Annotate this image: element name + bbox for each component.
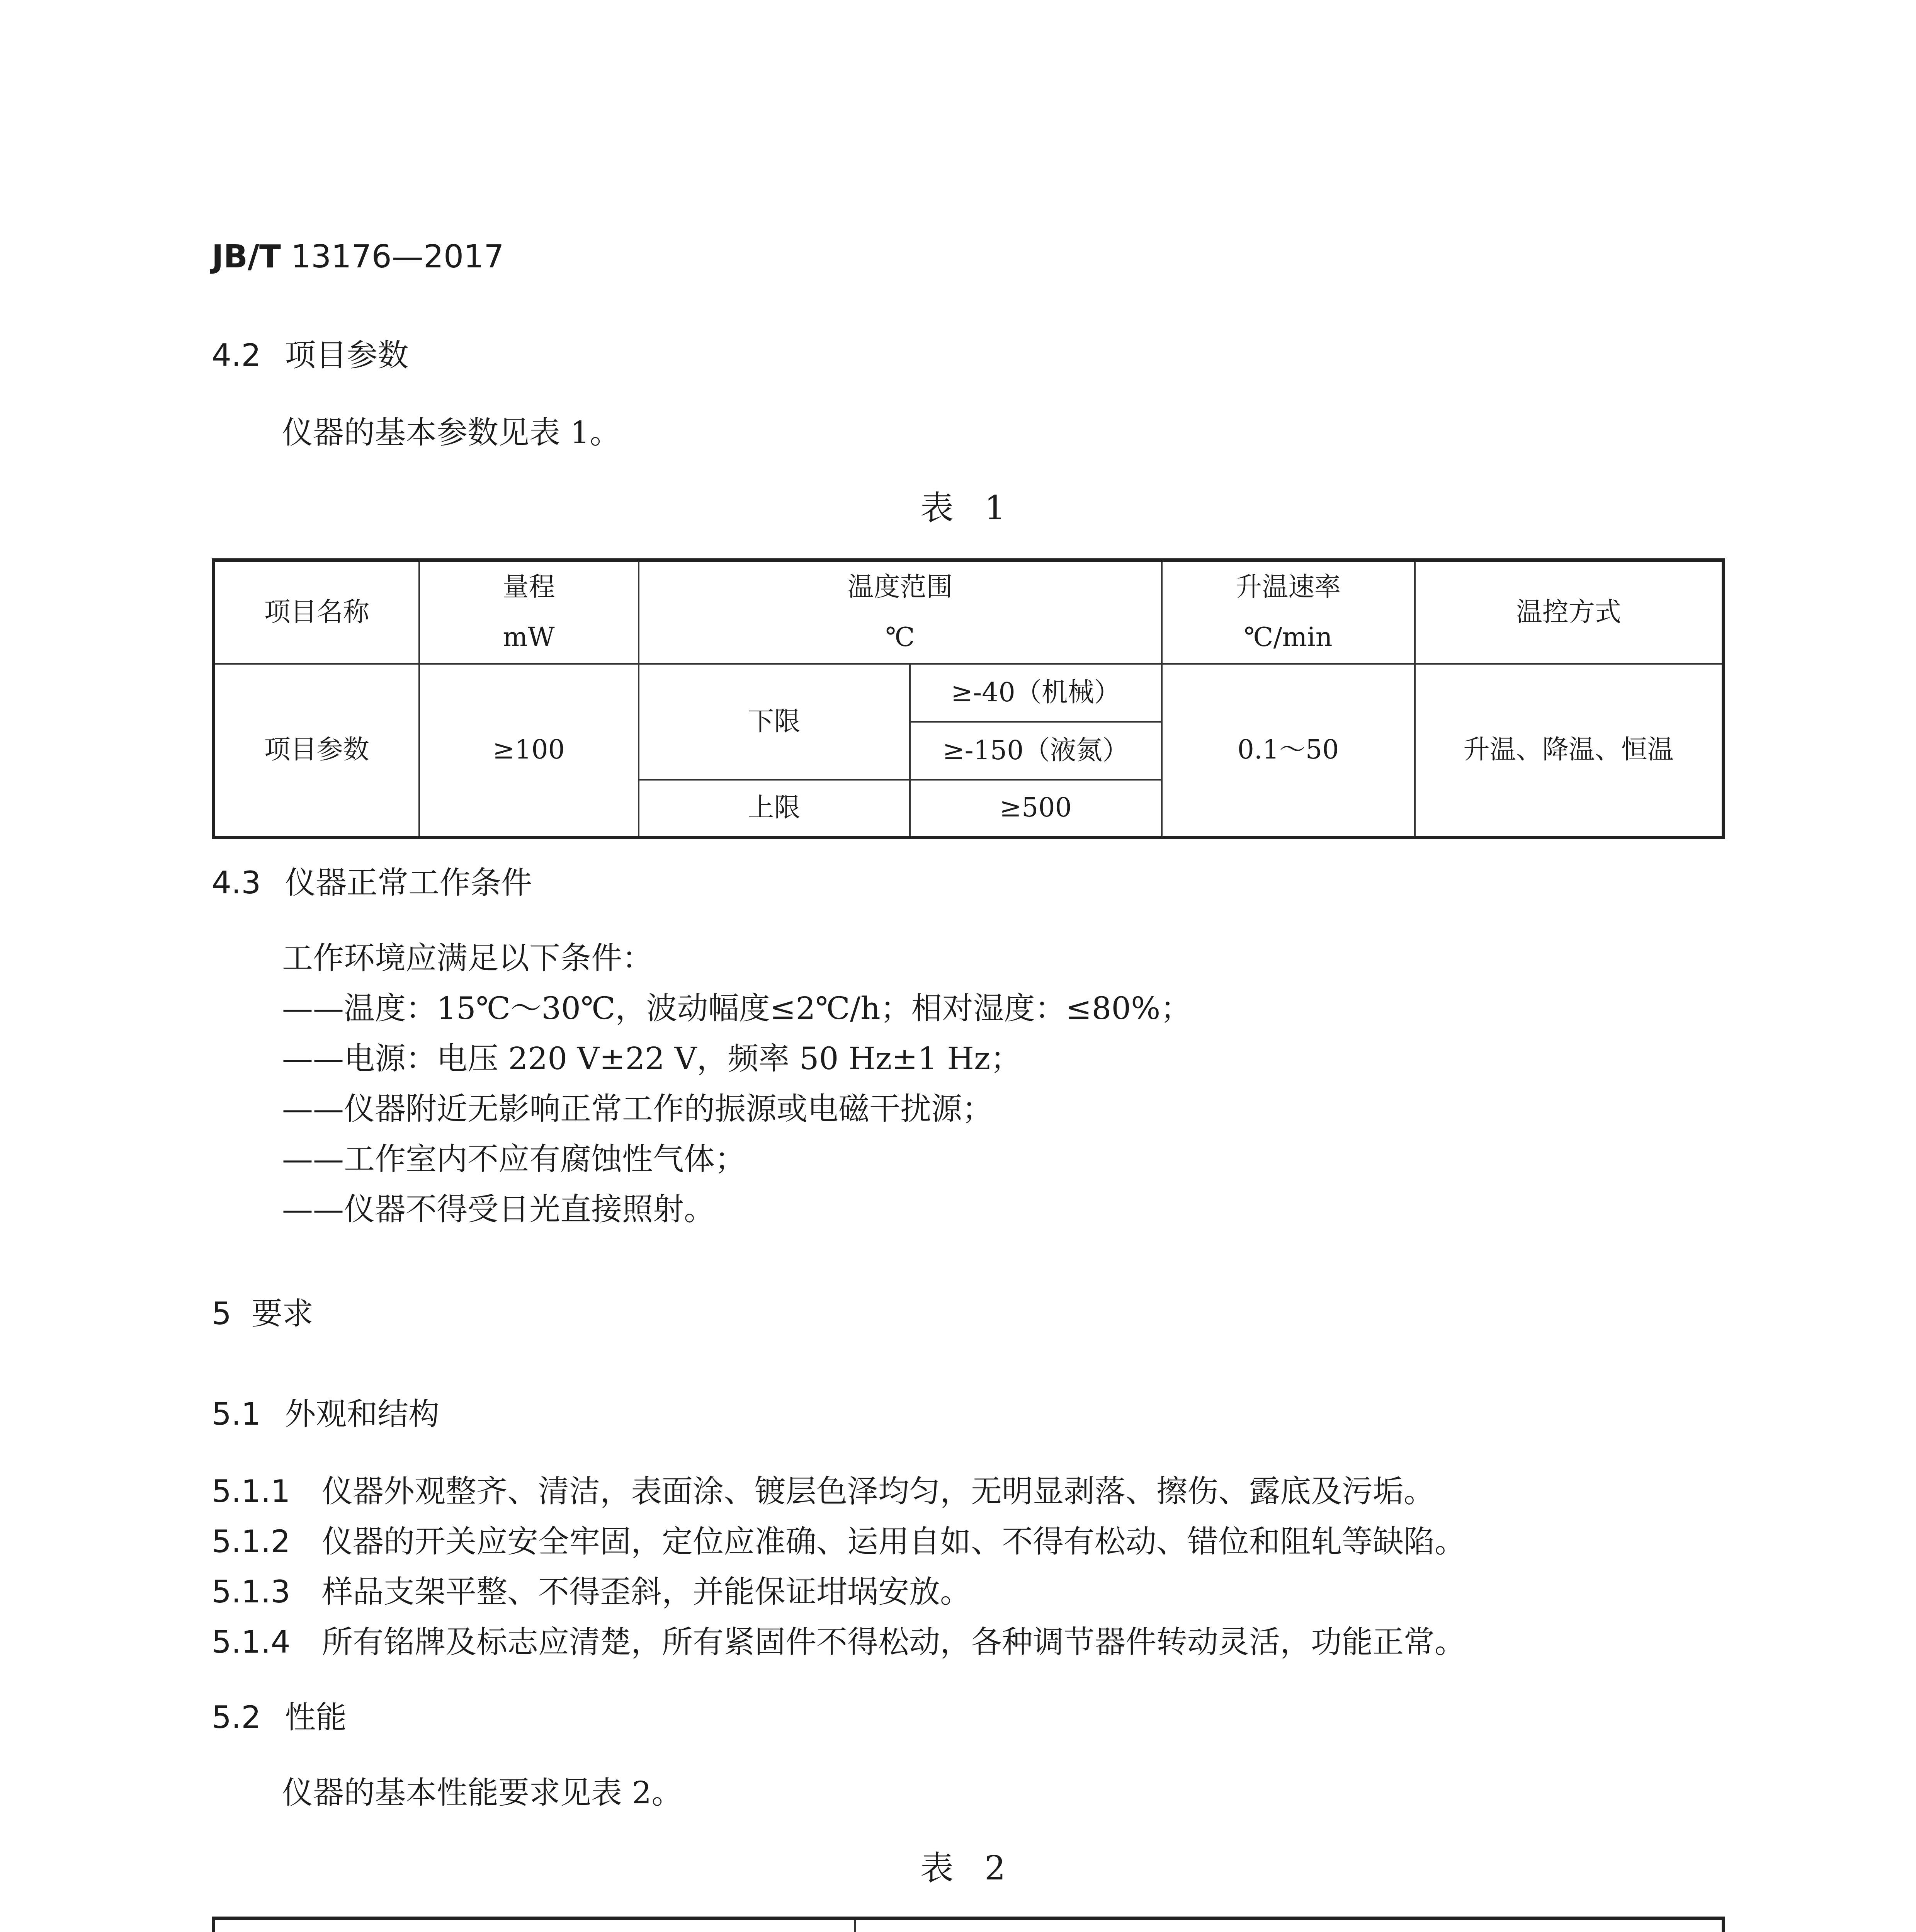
section-5-2-intro: 仪器的基本性能要求见表 2。 xyxy=(282,1775,683,1811)
section-title: 要求 xyxy=(251,1296,313,1332)
document-id-number: 13176—2017 xyxy=(281,238,504,275)
clause-5-1-1 xyxy=(212,1468,1435,1515)
condition-item: ——仪器附近无影响正常工作的振源或电磁干扰源； xyxy=(282,1091,993,1127)
section-title: 仪器正常工作条件 xyxy=(285,865,532,901)
table1-mode-value: 升温、降温、恒温 xyxy=(1415,664,1724,838)
table1-rate-value: 0.1～50 xyxy=(1162,664,1415,838)
section-4-3-intro: 工作环境应满足以下条件： xyxy=(282,940,653,976)
clause-number: 5.1.4 xyxy=(212,1624,291,1660)
clause-number: 5.1.3 xyxy=(212,1574,291,1610)
table1-lower-mechanical: ≥-40（机械） xyxy=(910,664,1162,722)
table1-header-rate: 升温速率 ℃/min xyxy=(1162,560,1415,664)
table-1 xyxy=(212,558,1725,839)
clause-text: 仪器的开关应安全牢固，定位应准确、运用自如、不得有松动、错位和阻轧等缺陷。 xyxy=(322,1524,1465,1560)
clause-5-1-3 xyxy=(212,1569,971,1615)
table2-header-item xyxy=(214,1918,855,1932)
table1-upper-value: ≥500 xyxy=(910,780,1162,838)
table1-row-label: 项目参数 xyxy=(214,664,419,838)
table1-header-item: 项目名称 xyxy=(214,560,419,664)
section-number: 4.2 xyxy=(212,337,261,373)
document-id xyxy=(212,236,504,278)
section-title: 外观和结构 xyxy=(285,1396,440,1432)
section-5-heading xyxy=(212,1291,313,1337)
table1-range-value: ≥100 xyxy=(419,664,639,838)
table1-lower-label: 下限 xyxy=(639,664,910,780)
section-number: 5.2 xyxy=(212,1699,261,1735)
clause-5-1-4 xyxy=(212,1619,1465,1665)
condition-item: ——电源：电压 220 V±22 V，频率 50 Hz±1 Hz； xyxy=(282,1041,1022,1077)
caption-number: 2 xyxy=(984,1849,1006,1888)
section-number: 5 xyxy=(212,1296,231,1332)
section-4-2-intro: 仪器的基本参数见表 1。 xyxy=(282,415,621,451)
table1-lower-liquid-nitrogen: ≥-150（液氮） xyxy=(910,722,1162,780)
table-2-caption xyxy=(920,1845,1006,1891)
clause-number: 5.1.1 xyxy=(212,1473,291,1509)
section-4-3-heading xyxy=(212,860,532,906)
condition-item: ——温度：15℃～30℃，波动幅度≤2℃/h；相对湿度：≤80%； xyxy=(282,990,1192,1026)
table1-upper-label: 上限 xyxy=(639,780,910,838)
document-id-prefix: JB/T xyxy=(212,238,281,275)
table1-header-temp: 温度范围 ℃ xyxy=(639,560,1162,664)
section-5-1-heading xyxy=(212,1391,439,1437)
clause-5-1-2 xyxy=(212,1519,1465,1565)
section-5-2-heading xyxy=(212,1694,347,1741)
condition-item: ——仪器不得受日光直接照射。 xyxy=(282,1191,715,1227)
caption-label: 表 xyxy=(920,489,954,527)
caption-label: 表 xyxy=(920,1849,954,1888)
section-number: 5.1 xyxy=(212,1396,261,1432)
clause-number: 5.1.2 xyxy=(212,1524,291,1560)
clause-text: 所有铭牌及标志应清楚，所有紧固件不得松动，各种调节器件转动灵活，功能正常。 xyxy=(322,1624,1465,1660)
table-2 xyxy=(212,1917,1725,1932)
table1-header-mode: 温控方式 xyxy=(1415,560,1724,664)
clause-text: 仪器外观整齐、清洁，表面涂、镀层色泽均匀，无明显剥落、擦伤、露底及污垢。 xyxy=(322,1473,1435,1509)
clause-text: 样品支架平整、不得歪斜，并能保证坩埚安放。 xyxy=(322,1574,971,1610)
section-title: 项目参数 xyxy=(285,337,409,373)
section-4-2-heading xyxy=(212,332,408,379)
table1-header-range: 量程 mW xyxy=(419,560,639,664)
condition-item: ——工作室内不应有腐蚀性气体； xyxy=(282,1141,746,1177)
section-title: 性能 xyxy=(285,1699,347,1735)
section-number: 4.3 xyxy=(212,865,261,901)
table-1-caption xyxy=(920,485,1006,531)
table2-header-performance xyxy=(855,1918,1724,1932)
caption-number: 1 xyxy=(984,489,1006,527)
